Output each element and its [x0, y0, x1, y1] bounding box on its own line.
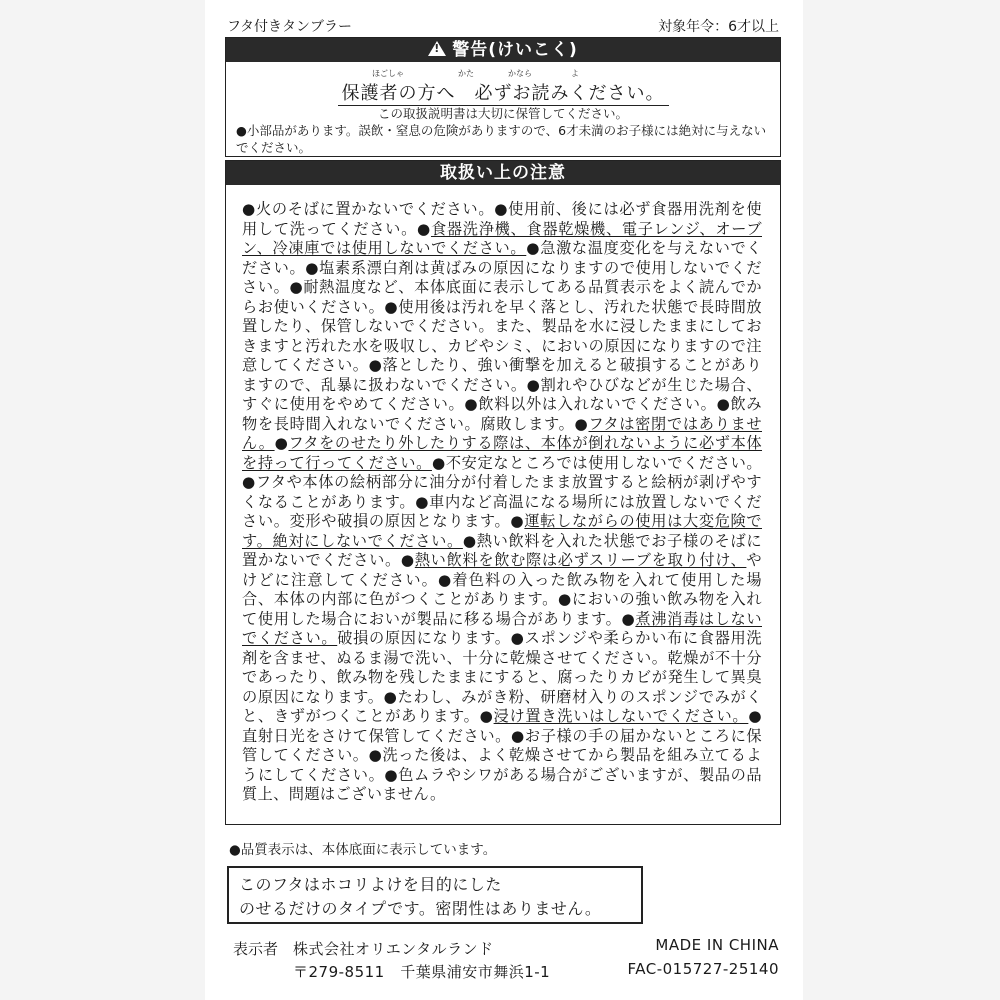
precautions-text: [226, 185, 780, 805]
underlined-precaution: 浸け置き洗いはしないでください。: [493, 707, 749, 725]
quality-label-note: ●品質表示は、本体底面に表示しています。: [229, 842, 497, 858]
keep-manual-note: この取扱説明書は大切に保管してください。: [377, 106, 628, 121]
underlined-precaution: 煮沸消毒はしないでください。: [242, 609, 762, 647]
furigana-kata: かた: [458, 69, 474, 78]
lid-notice-box: [227, 866, 643, 924]
precaution-text: ●火のそばに置かないでください。●使用前、後には必ず食器用洗剤を使用して洗ってください。●: [242, 200, 762, 238]
age-target: 対象年令：6才以上: [658, 19, 779, 35]
precaution-text: やけどに注意してください。●着色料の入った飲み物を入れて使用した場合、本体の内部に色がつくことがあります。●においの強い飲み物を入れて使用した場合においが製品に移る場合があります。●: [242, 551, 762, 628]
underlined-precaution: フタは密閉ではありません。: [242, 414, 762, 452]
underlined-precaution: 運転しながらの使用は大変危険です。絶対にしないでください。: [242, 512, 762, 550]
precaution-text: ●: [274, 434, 289, 452]
distributor-label: 表示者: [233, 940, 279, 958]
precaution-text: ●直射日光をさけて保管してください。●お子様の手の届かないところに保管してください。●洗った後は、よく乾燥させてから製品を組み立てるようにしてください。●色ムラやシワがある場合がございますが、製品の品質上、問題はございません。: [242, 707, 762, 803]
precaution-text: ●不安定なところでは使用しないでください。●フタや本体の絵柄部分に油分が付着したまま放置すると絵柄が剥げやすくなることがあります。●車内など高温になる場所には放置しないでください。変形や破損の原因となります。●: [242, 453, 762, 530]
furigana-yo: よ: [571, 69, 579, 78]
underlined-precaution: フタをのせたり外したりする際は、本体が倒れないように必ず本体を持って行ってください。: [242, 434, 763, 472]
furigana-hogosha: ほごしゃ: [372, 69, 404, 78]
company-name: 株式会社オリエンタルランド: [293, 940, 494, 958]
precaution-text: ●熱い飲料を入れた状態でお子様のそばに置かないでください。●: [242, 531, 762, 569]
country-of-origin: MADE IN CHINA: [655, 936, 779, 954]
underlined-precaution: 食器洗浄機、食器乾燥機、電子レンジ、オーブン、冷凍庫では使用しないでください。: [242, 219, 762, 257]
precaution-text: 破損の原因になります。●スポンジや柔らかい布に食器用洗剤を含ませ、ぬるま湯で洗い、十分に乾燥させてください。乾燥が不十分であったり、飲み物を残したままにすると、腐ったりカビが発生して異臭の原因になります。●たわし、みがき粉、研磨材入りのスポンジでみがくと、きずがつくことがあります。●: [242, 629, 762, 725]
lid-notice-line-2: のせるだけのタイプです。密閉性はありません。: [239, 899, 602, 918]
underlined-precaution: 熱い飲料を飲む際は必ずスリーブを取り付け、: [414, 551, 747, 569]
warning-header: [226, 38, 780, 62]
product-name: フタ付きタンブラー: [227, 19, 353, 35]
guardian-notice: 保護者の方へ 必ずお読みください。: [226, 79, 780, 105]
precaution-text: ●急激な温度変化を与えないでください。●塩素系漂白剤は黄ばみの原因になりますので使用しないでください。●耐熱温度など、本体底面に表示してある品質表示をよく読んでからお使いください。●使用後は汚れを早く落とし、汚れた状態で長時間放置したり、保管しないでください。また、製品を水に浸したままにしておきますと汚れた水を吸収し、カビやシミ、においの原因になりますので注意してください。●落としたり、強い衝撃を加えると破損することがありますので、乱暴に扱わないでください。●割れやひびなどが生じた場合、すぐに使用をやめてください。●飲料以外は入れないでください。●飲み物を長時間入れないでください。腐敗します。●: [242, 239, 762, 433]
product-code: FAC-015727-25140: [627, 960, 779, 978]
handling-precautions-section: [225, 160, 781, 825]
company-address: 〒279-8511 千葉県浦安市舞浜1-1: [293, 963, 551, 981]
warning-triangle-icon: [428, 41, 446, 56]
instruction-card: [205, 0, 803, 1000]
warning-section: [225, 37, 781, 157]
precautions-header: 取扱い上の注意: [226, 161, 780, 185]
small-parts-warning: ●小部品があります。誤飲・窒息の危険がありますので、6才未満のお子様には絶対に与えないでください。: [236, 123, 767, 155]
lid-notice-line-1: このフタはホコリよけを目的にした: [239, 875, 502, 894]
warning-title: 警告(けいこく): [452, 40, 578, 60]
furigana-kanara: かなら: [508, 69, 532, 78]
